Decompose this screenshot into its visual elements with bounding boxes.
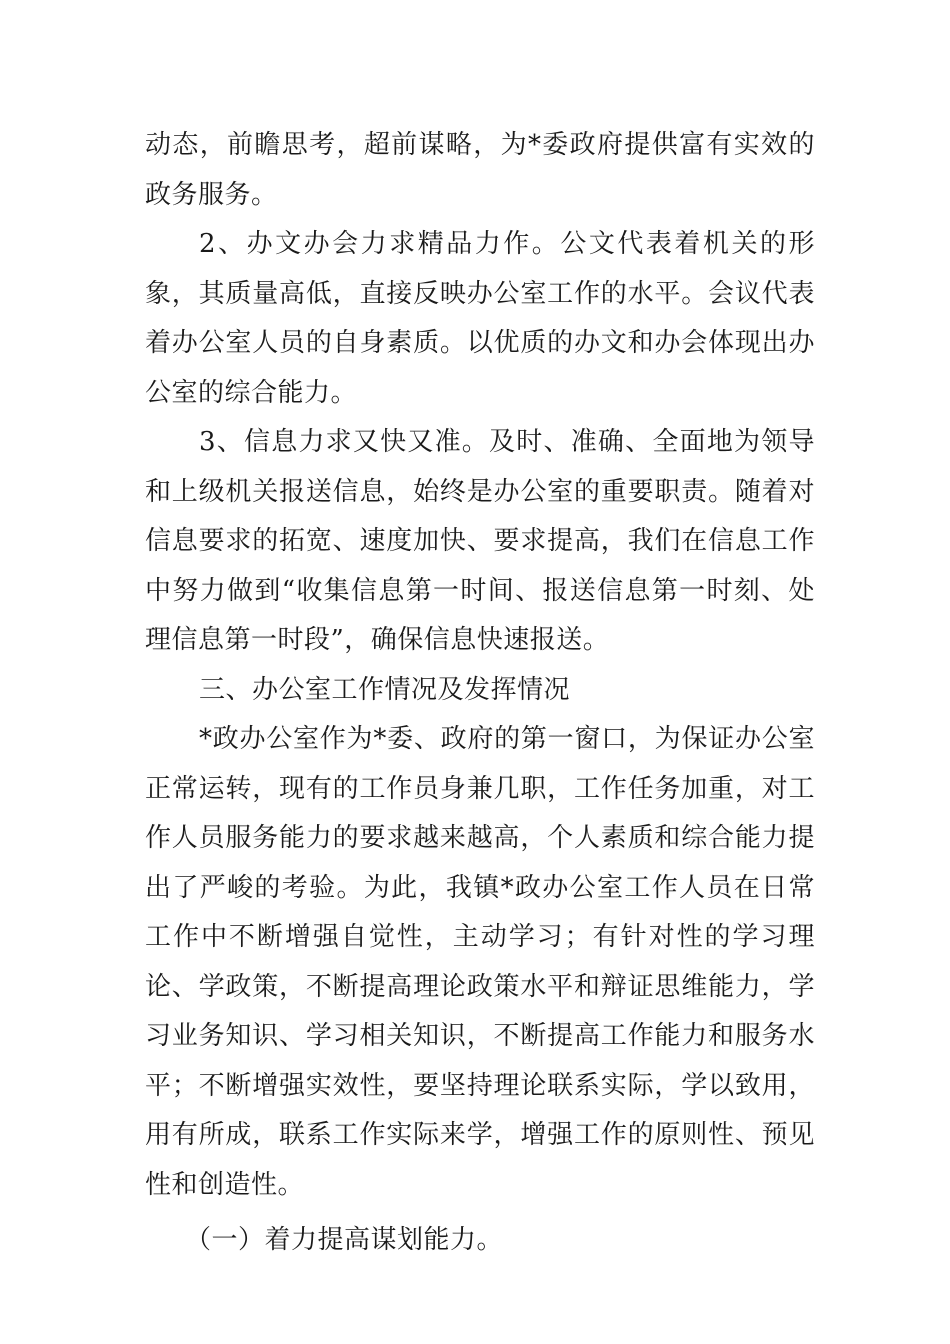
sub-heading: （一）着力提高谋划能力。 [185,1225,504,1255]
section-paragraph: *政办公室作为*委、政府的第一窗口，为保证办公室正常运转，现有的工作员身兼几职，工作任务加重，对工作人员服务能力的要求越来越高，个人素质和综合能力提出了严峻的考验。为此，我镇*政办公室工作人员在日常工作中不断增强自觉性，主动学习；有针对性的学习理论、学政策，不断提高理论政策水平和辩证思维能力，学习业务知识、学习相关知识，不断提高工作能力和服务水平；不断增强实效性，要坚持理论联系实际，学以致用，用有所成，联系工作实际来学，增强工作的原则性、预见性和创造性。 [145,724,815,1200]
paragraph-item-2: 2、办文办会力求精品力作。公文代表着机关的形象，其质量高低，直接反映办公室工作的水平。会议代表着办公室人员的自身素质。以优质的办文和办会体现出办公室的综合能力。 [145,229,815,408]
paragraph-item-3: 3、信息力求又快又准。及时、准确、全面地为领导和上级机关报送信息，始终是办公室的重要职责。随着对信息要求的拓宽、速度加快、要求提高，我们在信息工作中努力做到“收集信息第一时间、报送信息第一时刻、处理信息第一时段”，确保信息快速报送。 [145,427,815,655]
paragraph-continuation: 动态，前瞻思考，超前谋略，为*委政府提供富有实效的政务服务。 [145,130,815,210]
document-body [145,121,815,1266]
section-heading: 三、办公室工作情况及发挥情况 [199,674,571,705]
